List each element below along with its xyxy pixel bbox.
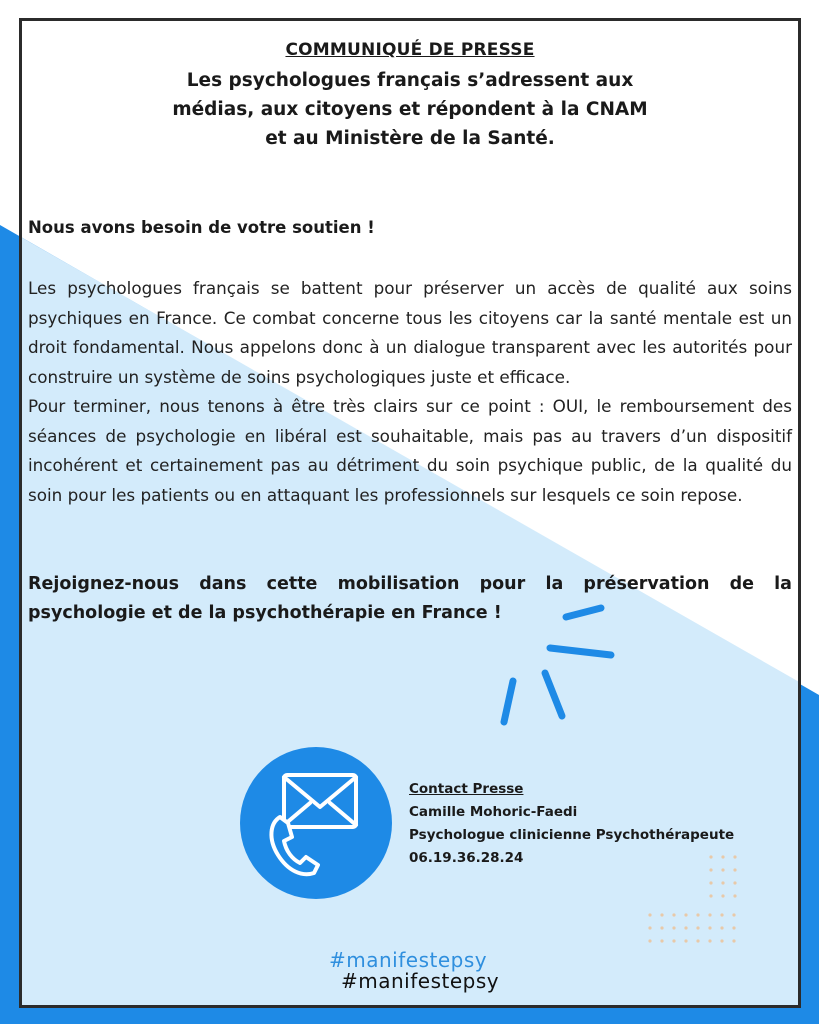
contact-role: Psychologue clinicienne Psychothérapeute — [409, 827, 735, 843]
hashtag-black: #manifestepsy — [341, 969, 500, 993]
call-to-action: Rejoignez-nous dans cette mobilisation pour la préservation de la psychologie et de la psychothérapie en France ! — [28, 574, 792, 623]
press-release-label: COMMUNIQUÉ DE PRESSE — [285, 40, 535, 60]
envelope-phone-icon — [240, 747, 392, 899]
body-paragraph-1: Les psychologues français se battent pour préserver un accès de qualité aux soins psychiques en France. Ce combat concerne tous les citoyens car la santé mentale est un droit fondamental. Nous appelons donc à un dialogue transparent avec les autorités pour construire un système de soins psychologiques juste et efficace. — [28, 278, 792, 387]
hashtag-blue: #manifestepsy — [329, 948, 488, 972]
page-title: Les psychologues français s’adressent aux médias, aux citoyens et répondent à la CNAM et au Ministère de la Santé. — [172, 70, 648, 149]
press-contact — [409, 778, 734, 870]
contact-name: Camille Mohoric-Faedi — [409, 804, 578, 820]
body-text — [28, 274, 792, 510]
contact-title: Contact Presse — [409, 781, 524, 797]
support-heading: Nous avons besoin de votre soutien ! — [28, 218, 375, 237]
body-paragraph-2: Pour terminer, nous tenons à être très clairs sur ce point : OUI, le remboursement des séances de psychologie en libéral est souhaitable, mais pas au travers d’un dispositif incohérent et certainement pas au détriment du soin psychique public, de la qualité du soin pour les patients ou en attaquant les professionnels sur lesquels ce soin repose. — [28, 396, 792, 505]
header — [19, 40, 801, 153]
contact-phone: 06.19.36.28.24 — [409, 850, 524, 866]
